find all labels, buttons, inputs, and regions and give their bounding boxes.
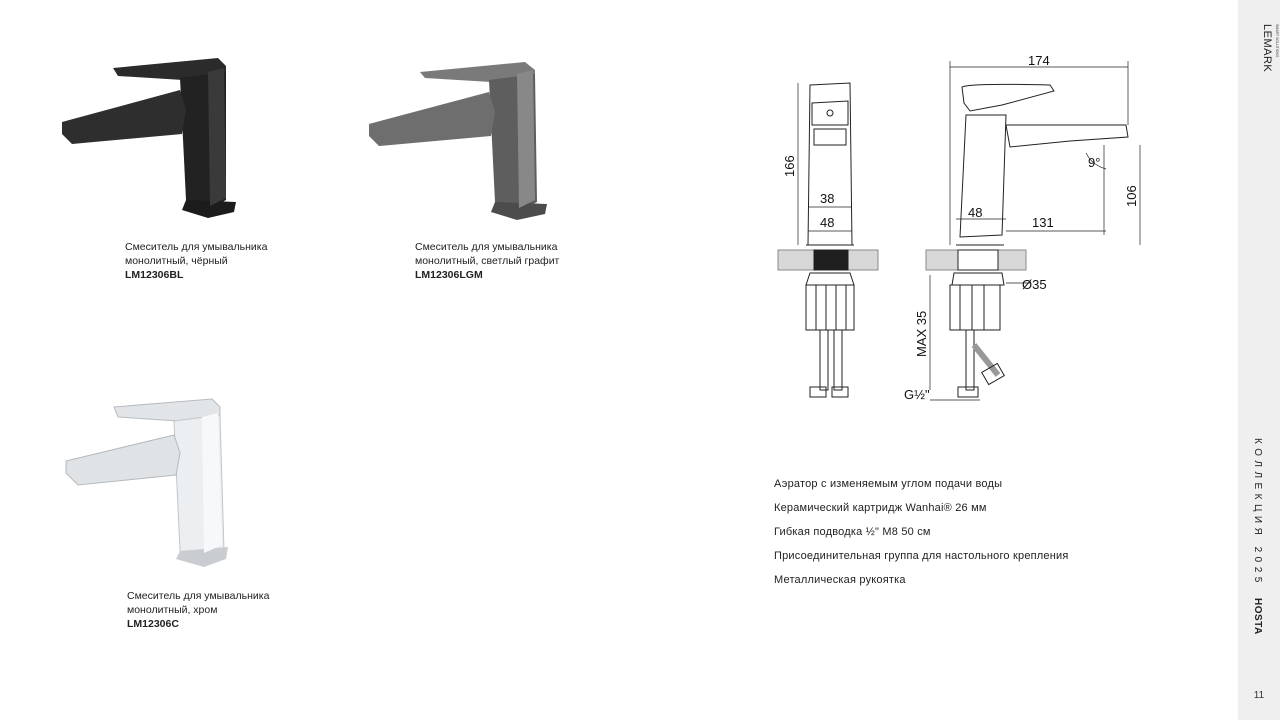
dim-diameter: Ø35 bbox=[1022, 277, 1047, 292]
product-desc-line1: Смеситель для умывальника bbox=[125, 241, 268, 253]
feature-list bbox=[774, 472, 1069, 592]
product-sku: LM12306LGM bbox=[415, 269, 483, 281]
product-caption-black bbox=[125, 240, 267, 282]
dim-total-height: 166 bbox=[782, 155, 797, 177]
product-desc-line1: Смеситель для умывальника bbox=[415, 241, 558, 253]
brand-name: LEMARK bbox=[1261, 24, 1273, 73]
brand-logo bbox=[1242, 22, 1278, 90]
dim-spout-height: 106 bbox=[1124, 185, 1139, 207]
faucet-graphite-image bbox=[365, 52, 555, 227]
faucet-chrome-image bbox=[62, 395, 242, 575]
page-number: 11 bbox=[1253, 690, 1265, 701]
product-desc-line1: Смеситель для умывальника bbox=[127, 590, 270, 602]
series-label: HOSTA bbox=[1252, 598, 1263, 635]
product-desc-line2: монолитный, чёрный bbox=[125, 255, 228, 267]
dim-front-base: 48 bbox=[820, 215, 835, 230]
feature-item: Аэратор с изменяемым углом подачи воды bbox=[774, 478, 1003, 490]
feature-item: Керамический картридж Wanhai® 26 мм bbox=[774, 502, 987, 514]
feature-item: Присоединительная группа для настольного крепления bbox=[774, 550, 1069, 562]
faucet-black-image bbox=[58, 50, 243, 225]
dim-total-width: 174 bbox=[1028, 53, 1050, 68]
brand-tagline: SMART SOLUTIONS bbox=[1275, 24, 1279, 58]
dim-thread: G½" bbox=[904, 387, 930, 402]
technical-drawing bbox=[770, 45, 1150, 415]
product-caption-graphite bbox=[415, 240, 559, 282]
dim-max-thickness: MAX 35 bbox=[914, 310, 929, 357]
collection-label: КОЛЛЕКЦИЯ 2025 bbox=[1252, 438, 1263, 587]
product-desc-line2: монолитный, светлый графит bbox=[415, 255, 560, 267]
feature-item: Металлическая рукоятка bbox=[774, 574, 906, 586]
dim-spout-reach: 131 bbox=[1032, 215, 1054, 230]
product-desc-line2: монолитный, хром bbox=[127, 604, 218, 616]
product-sku: LM12306BL bbox=[125, 269, 184, 281]
dim-side-base: 48 bbox=[968, 205, 983, 220]
dim-front-inner: 38 bbox=[820, 191, 835, 206]
product-sku: LM12306C bbox=[127, 618, 179, 630]
product-caption-chrome bbox=[127, 589, 269, 631]
feature-item: Гибкая подводка ½" M8 50 см bbox=[774, 526, 931, 538]
dim-angle: 9° bbox=[1088, 155, 1101, 170]
